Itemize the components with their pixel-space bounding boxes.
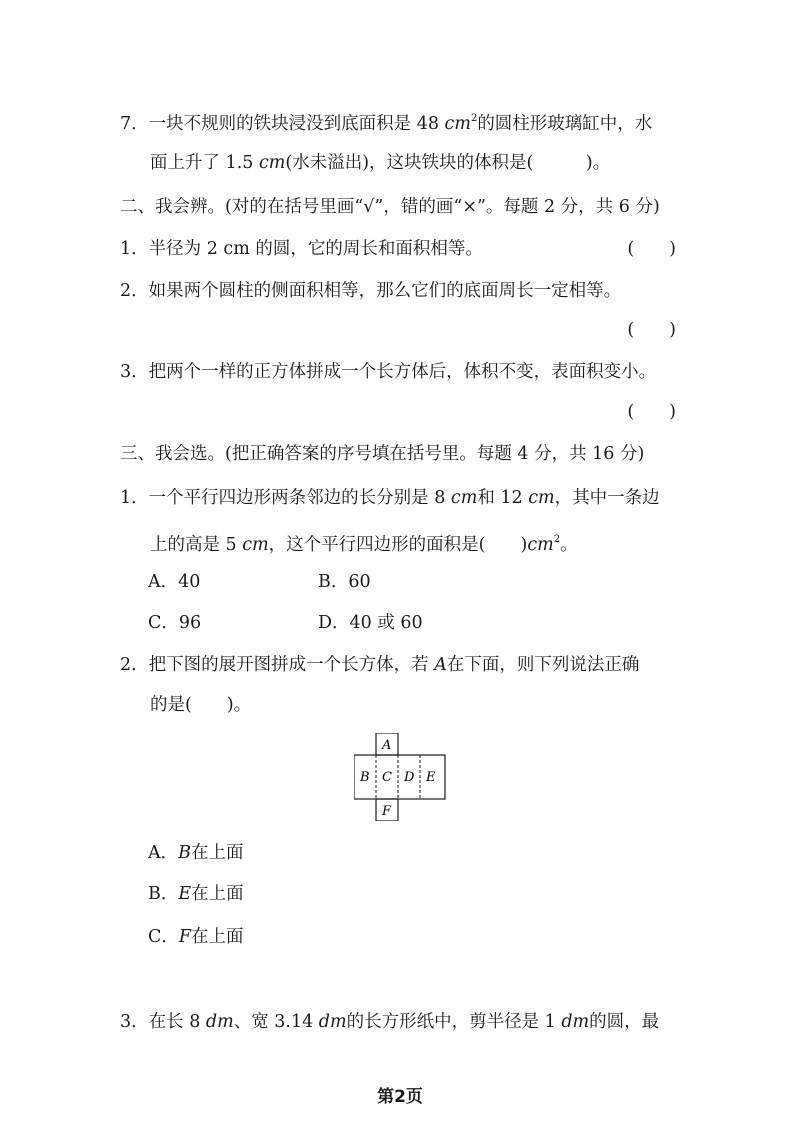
s3-q1-option-c: C．96	[148, 613, 202, 633]
s3-q1-option-d: D．40 或 60	[318, 613, 423, 633]
s2-item-3-paren: ( )	[627, 402, 676, 422]
net-label-a: A	[382, 738, 392, 753]
net-label-c: C	[382, 770, 392, 785]
section2-heading: 二、我会辨。(对的在括号里画“√”，错的画“×”。每题 2 分，共 6 分)	[120, 197, 660, 217]
s3-q3-line1: 3．在长 8 dm、宽 3.14 dm的长方形纸中，剪半径是 1 dm的圆，最	[120, 1012, 660, 1032]
s3-q2-option-a: A．B在上面	[148, 843, 244, 863]
s2-item-1-paren: ( )	[627, 239, 676, 259]
q7-line1: 7．一块不规则的铁块浸没到底面积是 48 $cm^2$的圆柱形玻璃缸中，水	[120, 113, 653, 134]
net-label-f: F	[382, 804, 392, 819]
s3-q1-option-a: A．40	[148, 572, 201, 592]
net-label-d: D	[404, 770, 415, 785]
s3-q2-line1: 2．把下图的展开图拼成一个长方体，若 A在下面，则下列说法正确	[120, 655, 640, 675]
s3-q2-option-c: C．F在上面	[148, 927, 244, 947]
net-label-e: E	[426, 770, 436, 785]
s2-item-3: 3．把两个一样的正方体拼成一个长方体后，体积不变，表面积变小。	[120, 362, 657, 382]
net-label-b: B	[360, 770, 370, 785]
s3-q1-option-b: B．60	[318, 572, 371, 592]
s2-item-2-paren: ( )	[627, 320, 676, 340]
q7-line2: 面上升了 1.5 cm(水未溢出)，这块铁块的体积是( )。	[150, 153, 611, 173]
s2-item-1: 1．半径为 2 cm 的圆，它的周长和面积相等。	[120, 239, 483, 259]
page-number: 第2页	[377, 1087, 423, 1107]
s2-item-2: 2．如果两个圆柱的侧面积相等，那么它们的底面周长一定相等。	[120, 281, 622, 301]
section3-heading: 三、我会选。(把正确答案的序号填在括号里。每题 4 分，共 16 分)	[120, 444, 645, 464]
s3-q1-line1: 1．一个平行四边形两条邻边的长分别是 8 cm和 12 cm，其中一条边	[120, 488, 660, 508]
s3-q2-line2: 的是( )。	[150, 695, 252, 715]
s3-q1-line2: 上的高是 5 cm，这个平行四边形的面积是( )$cm^2$。	[150, 534, 578, 555]
s3-q2-option-b: B．E在上面	[148, 884, 244, 904]
cube-net-figure	[354, 733, 446, 821]
